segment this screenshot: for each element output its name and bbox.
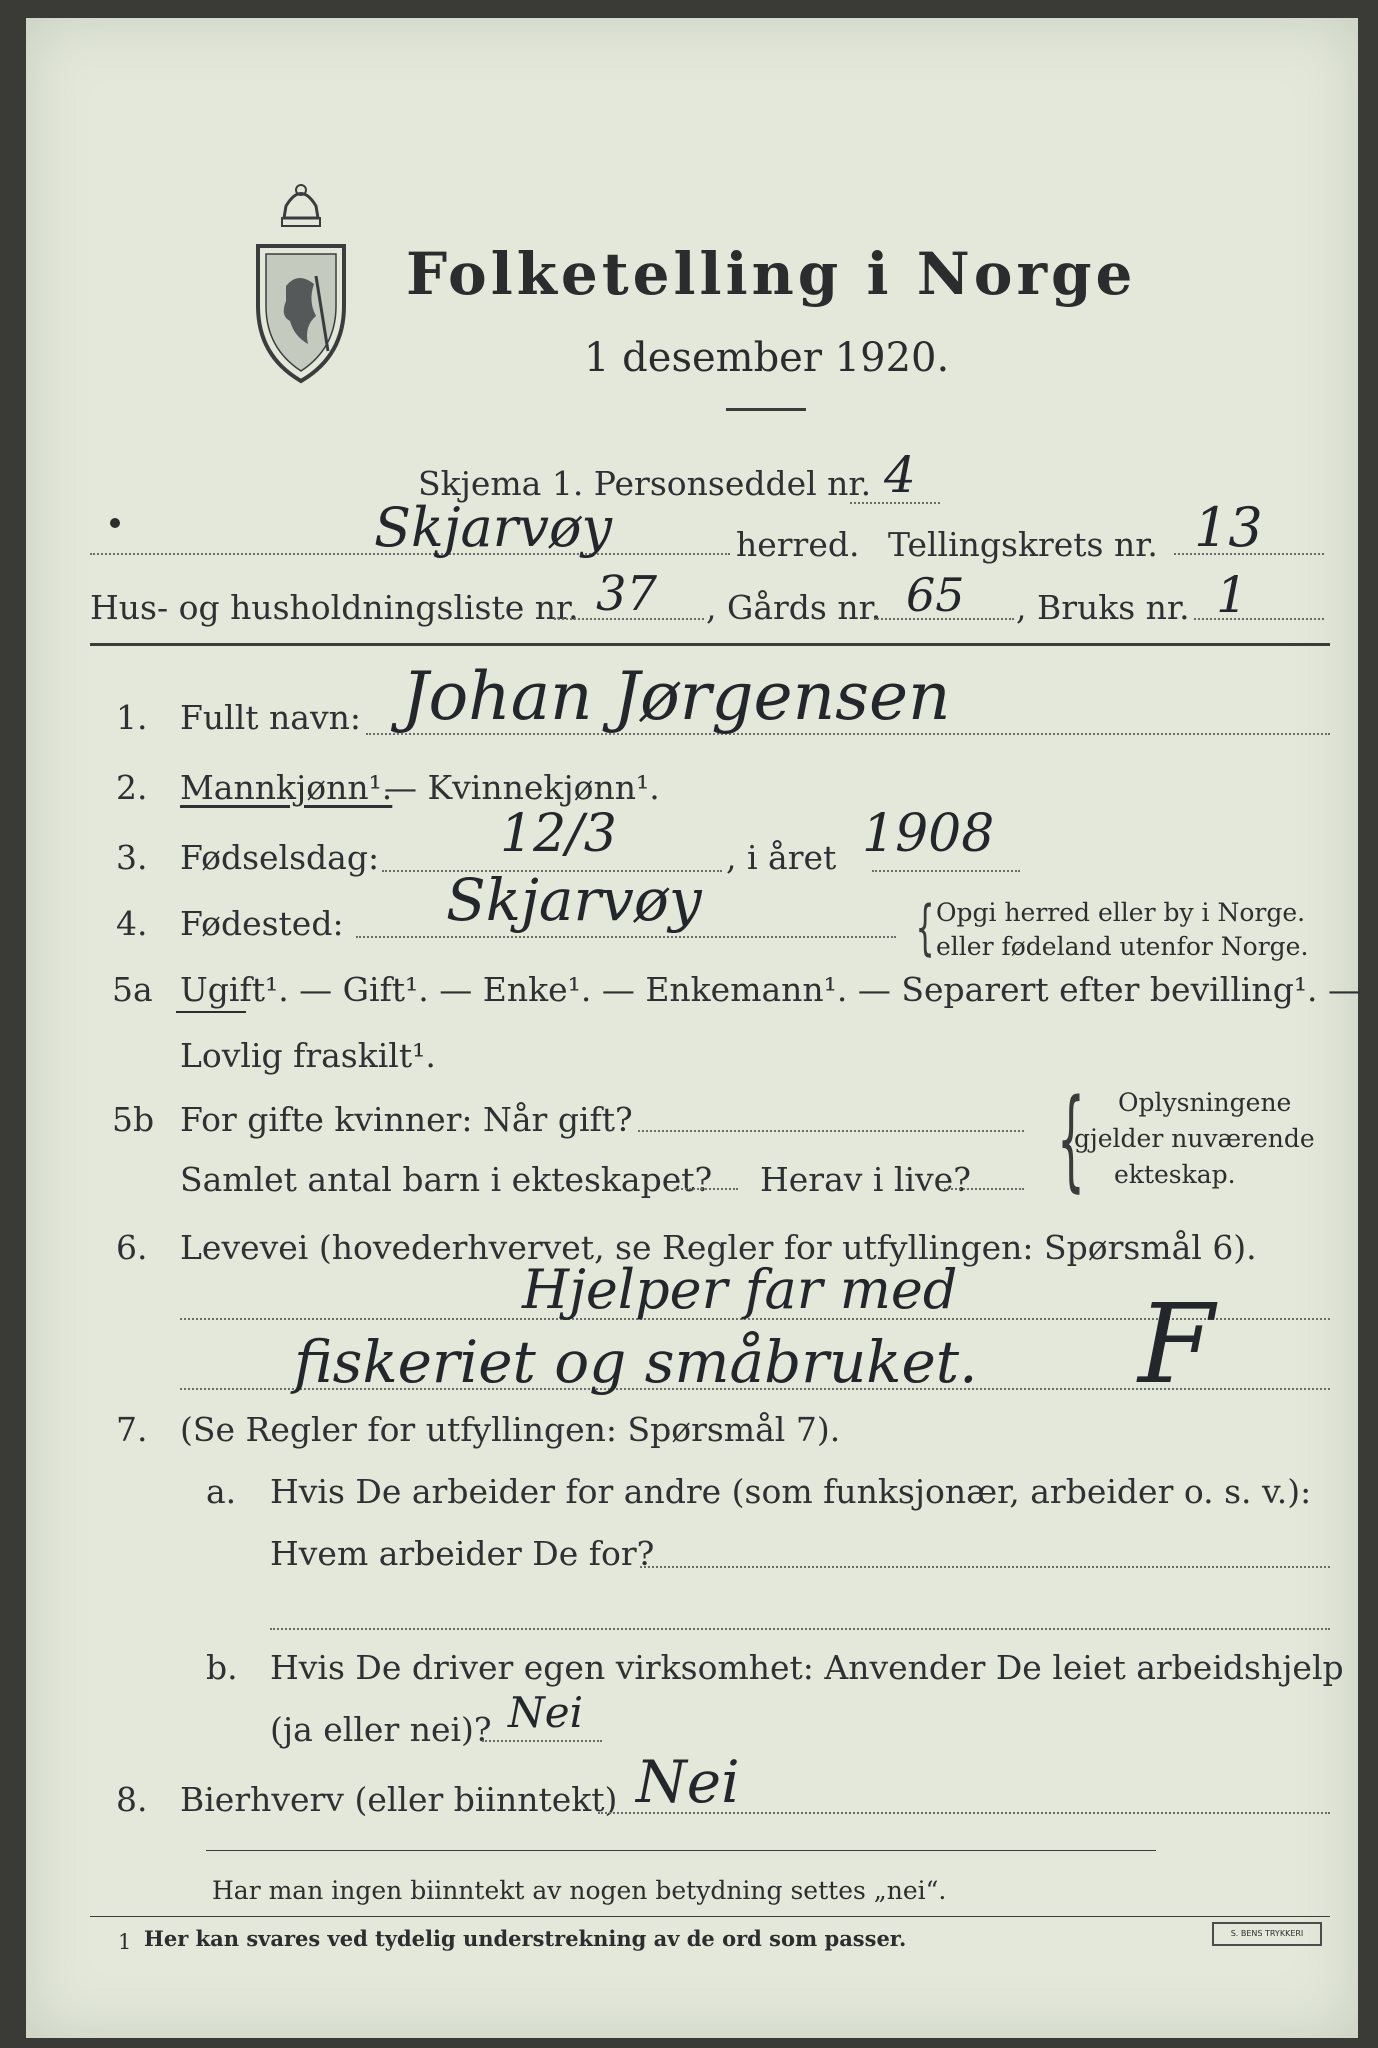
q7b-field-line [482,1740,602,1742]
q7a-question: Hvis De arbeider for andre (som funksjonær, arbeider o. s. v.): [270,1472,1312,1511]
q6-number: 6. [116,1228,148,1267]
q1-label: Fullt navn: [180,698,361,737]
q2-male-option: Mannkjønn¹. [180,768,393,807]
q7b-letter: b. [206,1648,238,1687]
bruks-label: , Bruks nr. [1016,588,1190,627]
q5b-note-line-2: gjelder nuværende [1074,1124,1315,1153]
q5b-brace: { [1057,1075,1085,1203]
footer-divider-bottom [90,1916,1330,1917]
q5a-number: 5a [112,970,153,1009]
q5b-note-line-1: Oplysningene [1118,1088,1292,1117]
q6-label: Levevei (hovederhvervet, se Regler for utfyllingen: Spørsmål 6). [180,1228,1257,1267]
bruks-field-line [1194,618,1324,620]
herred-label: herred. [736,525,860,564]
q4-number: 4. [116,904,148,943]
footer-note: Har man ingen biinntekt av nogen betydning settes „nei“. [212,1876,947,1905]
title-divider [726,408,806,411]
footnote-marker: 1 [118,1930,132,1954]
hus-label: Hus- og husholdningsliste nr. [90,588,579,627]
skjema-value: 4 [884,446,916,504]
norway-coat-of-arms-icon [246,176,356,386]
q3-label: Fødselsdag: [180,838,380,877]
gards-value: 65 [906,568,965,622]
q7-label: (Se Regler for utfyllingen: Spørsmål 7). [180,1410,841,1449]
q7a-field-line-2 [270,1628,1330,1630]
q4-label: Fødested: [180,904,344,943]
q7b-question: Hvis De driver egen virksomhet: Anvender De leiet arbeidshjelp [270,1648,1344,1687]
q3-birthday-value: 12/3 [500,804,617,864]
tellingskrets-value: 13 [1194,496,1263,559]
q8-side-income-value: Nei [636,1748,740,1816]
form-title: Folketelling i Norge [406,240,1137,308]
q1-full-name-value: Johan Jørgensen [402,658,951,735]
q7a-letter: a. [206,1472,237,1511]
printer-stamp-text: S. BENS TRYKKERI [1230,1929,1304,1938]
q3-year-label: , i året [726,838,837,877]
q4-field-line [356,936,896,938]
q5b-question-married: For gifte kvinner: Når gift? [180,1100,633,1139]
footer-divider-top [206,1850,1156,1851]
q5b-question-alive: Herav i live? [760,1160,971,1199]
q3-year-value: 1908 [862,804,995,864]
tellingskrets-label: Tellingskrets nr. [888,525,1158,564]
footnote-text: Her kan svares ved tydelig understrekning av de ord som passer. [144,1926,907,1951]
q5b-question-children: Samlet antal barn i ekteskapet? [180,1160,713,1199]
form-date: 1 desember 1920. [584,335,950,381]
q4-note-line-2: eller fødeland utenfor Norge. [936,932,1309,961]
q5b-alive-field-line [944,1188,1024,1190]
herred-value: Skjarvøy [374,496,612,559]
printer-stamp [1212,1922,1322,1946]
q4-birthplace-value: Skjarvøy [446,866,702,934]
q5a-underline-mark [176,1011,246,1013]
q8-number: 8. [116,1780,148,1819]
q5a-options: Ugift¹. — Gift¹. — Enke¹. — Enkemann¹. — Separert efter bevilling¹. — [180,970,1362,1009]
bullet-dot [110,518,120,528]
q2-number: 2. [116,768,148,807]
q7-number: 7. [116,1410,148,1449]
q5a-options-continued: Lovlig fraskilt¹. [180,1036,436,1075]
hus-value: 37 [596,566,658,622]
q6-occupation-value-line-1: Hjelper far med [522,1258,958,1321]
census-form-page [26,18,1362,2038]
q6-coding-mark: F [1138,1280,1215,1408]
gards-label: , Gårds nr. [706,588,882,627]
q8-label: Bierhverv (eller biinntekt) [180,1780,618,1819]
q7a-question-employer: Hvem arbeider De for? [270,1534,655,1573]
q7b-answer-value: Nei [508,1688,584,1737]
q5b-children-field-line [674,1188,738,1190]
q7b-question-continued: (ja eller nei)? [270,1710,492,1749]
q3-number: 3. [116,838,148,877]
q4-note-line-1: Opgi herred eller by i Norge. [936,898,1306,927]
q2-female-option: — Kvinnekjønn¹. [384,768,660,807]
skjema-label: Skjema 1. Personseddel nr. [418,464,872,503]
q4-brace: { [915,893,935,963]
q7a-field-line-1 [640,1566,1330,1568]
q6-occupation-value-line-2: fiskeriet og småbruket. [294,1328,978,1396]
q3-year-field-line [872,870,1020,872]
bruks-value: 1 [1216,566,1248,624]
q5b-number: 5b [112,1100,155,1139]
q1-number: 1. [116,698,148,737]
q5b-note-line-3: ekteskap. [1114,1160,1236,1189]
header-divider [90,643,1330,646]
q5b-married-field-line [638,1130,1024,1132]
